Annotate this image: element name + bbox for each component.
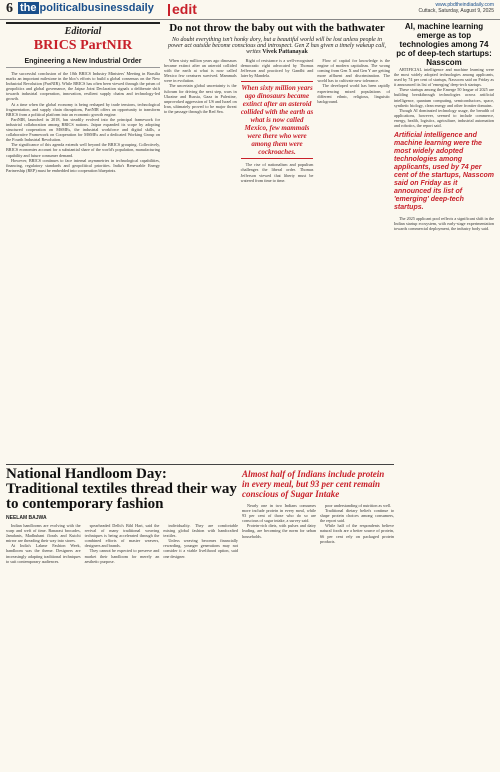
page-number: 6	[6, 1, 13, 16]
main-pull-quote: When sixty million years ago dinosaurs became extinct after an asteroid collided with the earth as what is now called Mexico, few mammals were there who were among them were cockroaches.	[241, 81, 314, 159]
website-link[interactable]: www.pbdtheindiadaily.com	[435, 2, 494, 8]
section-label	[168, 1, 197, 17]
main-paragraph: Right of resistance is a well-recognised democratic right advocated by Thomas Jefferson and practiced by Gandhi and later by Mandela.	[240, 58, 314, 79]
protein-column-1	[242, 503, 316, 544]
editorial-paragraph: PartNIR, launched in 2018, has steadily evolved into the principal framework for industrial collaboration among BRICS nations. Jaipur expanded its scope by adopting structured cooperation on MSMEs, the industrial workforce and digital skills, a collaborative Framework on Cooperation for MSMEs and a dedicated Working Group on the Fourth Industrial Revolution.	[6, 116, 160, 143]
editorial-paragraph: However, BRICS continues to face internal asymmetries in technological capabilities, financing, regulatory standards and geopolitical priorities. India's Renewable Energy Partnership (REP) must be embedded into cooperation blueprints.	[6, 157, 160, 173]
section-text: edit	[172, 1, 197, 17]
handloom-paragraph: spearheaded Delhi's Bihl Hari, said the revival of many traditional weaving techniques is being accelerated through the combined efforts of master weavers, designers and brands.	[84, 523, 160, 549]
protein-columns	[242, 503, 394, 544]
handloom-column-1	[6, 523, 81, 564]
main-paragraph: The developed world has been rapidly experiencing mixed populations of different ethnic, religious, linguistic background.	[317, 83, 391, 104]
masthead	[0, 0, 500, 20]
handloom-paragraph: individuality. They are comfortable mixing global fashion with handcrafted textiles.	[163, 523, 239, 539]
side-pull-quote: Artificial intelligence and machine learning were the most widely adopted technologies among applicants, used by 74 per cent of the startups, Nasscom said on Friday as it announced its list of 'emerging' deep-tech startups.	[394, 132, 494, 212]
logo-prefix: the	[20, 2, 37, 14]
bottom-layout	[6, 467, 394, 564]
masthead-info	[418, 2, 494, 14]
main-paragraph: Flow of capital for knowledge is the engine of modern capitalism. The wrong coming from Gen X and Gen Y are getting more affluent and discrimination. The world has to cultivate new tolerance.	[317, 58, 391, 84]
logo-text: politicalbusinessdaily	[39, 2, 154, 14]
main-deck	[164, 37, 390, 55]
protein-article	[242, 467, 394, 564]
newspaper-logo	[18, 2, 154, 14]
protein-paragraph: Nearly one in two Indians consumes more include protein in every meal, while 93 per cent of those who do so are conscious of sugar intake, a survey said.	[242, 503, 316, 524]
handloom-column-2	[85, 523, 160, 564]
handloom-paragraph: At India's Lakme Fashion Week, handloom was the theme. Designers are increasingly adapting traditional techniques to suit contemporary audiences.	[6, 543, 81, 564]
side-body-2	[394, 216, 494, 231]
protein-paragraph: Traditional dietary beliefs continue to shape protein choices among consumers, the report said.	[320, 508, 394, 524]
editorial-paragraph: The successful conclusion of the 10th BRICS Industry Ministers' Meeting in Brasilia marks an important milestone in the bloc's efforts to build a global consensus on the New Industrial Revolution (PartNIR). While BRICS has often been viewed through the prism of geopolitics and global governance, the Jaipur Joint Declaration signals a deliberate shift towards industrial cooperation, innovation, resilient supply chains and technology-led growth.	[6, 71, 160, 102]
main-column-3	[317, 58, 390, 183]
editorial-subhead: Engineering a New Industrial Order	[6, 58, 160, 68]
bottom-section	[6, 464, 394, 564]
handloom-column-3	[163, 523, 238, 564]
protein-headline: Almost half of Indians include protein in every meal, but 93 per cent remain conscious of Sugar Intake	[242, 469, 385, 499]
editorial-kicker: Editorial	[6, 22, 160, 37]
side-paragraph: These startups among the Emerge 50 league of 2025 are building breakthrough technologies across artificial intelligence, quantum computing, semiconductors, space, synthetic biology, clean energy and other frontier domains.	[394, 87, 494, 108]
editorial-title: BRICS PartNIR	[33, 38, 133, 53]
handloom-paragraph: Unless weaving becomes financially rewarding, younger generations may not consider it a viable livelihood option, said one designer.	[163, 538, 239, 559]
handloom-columns	[6, 523, 238, 564]
main-columns	[164, 58, 390, 183]
side-paragraph: The 2025 applicant pool reflects a significant shift in the Indian startup ecosystem, with early-stage experimentation towards commercial deployment, the industry body said.	[394, 216, 494, 232]
protein-column-2	[320, 503, 394, 544]
deck-text: No doubt everything isn't honky dory, but a beautiful world will be lost unless people in power act outside become conscious and introspect. Gen Z has given a timely wakeup call, writes	[167, 37, 387, 55]
issue-date: Cuttack, Saturday, August 9, 2025	[418, 8, 494, 14]
handloom-article	[6, 467, 238, 564]
handloom-paragraph: They cannot be expected to preserve and market their handloom for merely an aesthetic purpose.	[84, 548, 160, 564]
main-paragraph: The rise of nationalism and populism challenges the liberal order. Thomas Jefferson viewed that liberty must be watered from time to time.	[240, 162, 314, 183]
protein-paragraph: poor understanding of nutrition as well.	[325, 503, 392, 508]
bottom-headline: National Handloom Day: Traditional textiles thread their way to contemporary fashion	[6, 466, 237, 512]
bottom-byline: NEELAM BAJWA	[6, 515, 47, 521]
author-name: Vivek Pattanayak	[262, 49, 308, 55]
side-body	[394, 67, 494, 128]
main-headline: Do not throw the baby out with the bathwater	[169, 22, 385, 34]
main-article	[164, 22, 390, 183]
editorial-column	[6, 22, 160, 173]
side-headline: AI, machine learning emerge as top technologies among 74 pc of deep-tech startups: Nasscom	[396, 22, 492, 67]
side-paragraph: Though AI dominated technology usage, the breadth of applications, however, seemed to include commerce, energy, health, logistics, agriculture, industrial automation and robotics, the report said.	[394, 107, 494, 129]
main-column-2	[241, 58, 314, 183]
editorial-paragraph: The significance of this agenda extends well beyond the BRICS grouping. Collectively, BRICS economies account for a substantial share of the world's population, manufacturing capability and future consumer demand.	[6, 142, 160, 158]
protein-paragraph: While half of the respondents believe natural foods are a better source of protein, 66 per cent rely on packaged protein products.	[320, 523, 394, 544]
section-bar-icon	[168, 4, 170, 16]
handloom-paragraph: Indian handlooms are evolving with the warp and weft of time. Banarasi brocades, Jamdanis, Madhubani florals and Kutchi mirror are threading their way into stores.	[6, 523, 81, 544]
main-paragraph: When sixty million years ago dinosaurs became extinct after an asteroid collided with the earth at what is now called Mexico few creatures survived. Mammals were in evolution.	[164, 58, 237, 84]
side-article	[394, 22, 494, 231]
editorial-paragraph: At a time when the global economy is being reshaped by trade tensions, technological fragmentation, and supply chain disruptions, PartNIR offers an opportunity to transform BRICS from a political platform into an economic growth engine.	[6, 101, 160, 117]
side-paragraph: ARTIFICIAL intelligence and machine learning were the most widely adopted technologies among applicants, used by 74 per cent of startups, Nasscom said on Friday as it announced its list of 'emerging' deep-tech startups.	[394, 67, 494, 88]
protein-paragraph: Protein-rich diets, with pulses and dairy leading, are becoming the norm for urban households.	[242, 523, 316, 539]
main-column-1	[164, 58, 237, 183]
main-paragraph: The uncertain global uncertainty is the fulcrum for driving the next step, wars in Ukraine and Russia, Gaza in Palestine, unprovoked aggression of US and Israel on Iran, ultimately proved to be major threat to the passage through the Red Sea.	[164, 83, 237, 114]
editorial-body	[6, 71, 160, 173]
